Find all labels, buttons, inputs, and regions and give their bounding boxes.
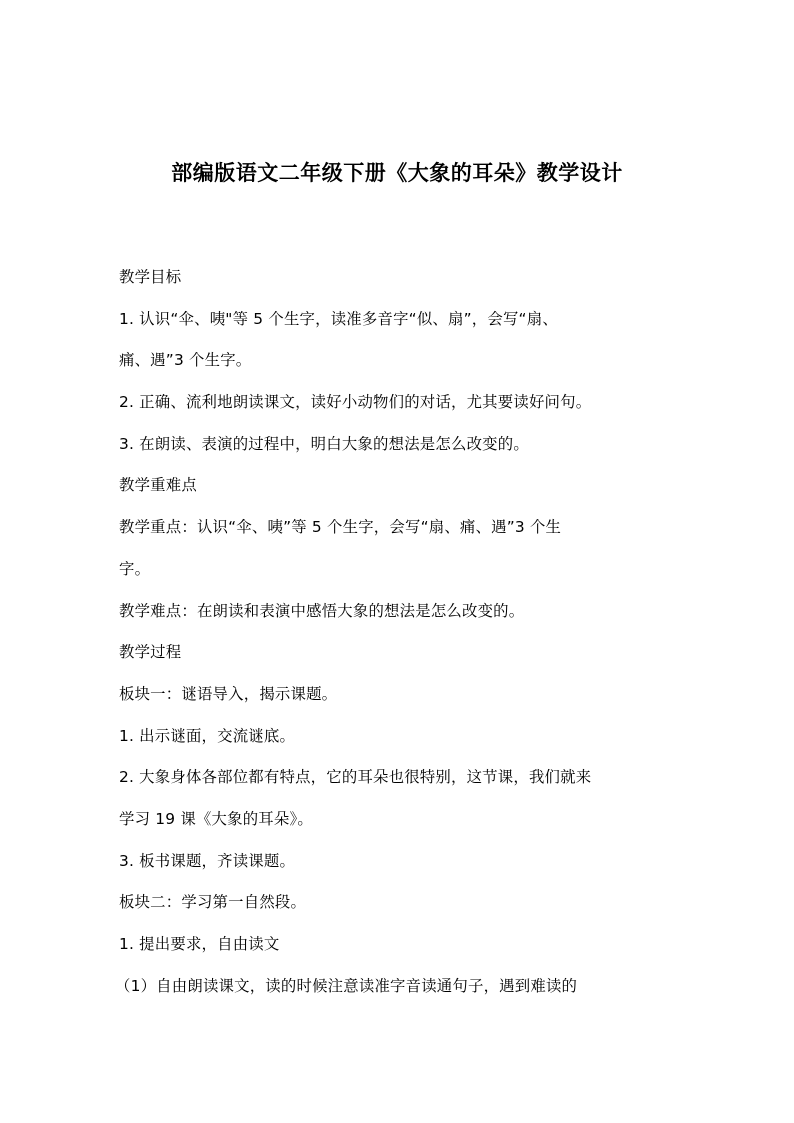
paragraph-line: 2. 正确、流利地朗读课文，读好小动物们的对话，尤其要读好问句。 (119, 393, 592, 412)
paragraph-line: 字。 (119, 559, 151, 578)
paragraph-line: 1. 提出要求，自由读文 (119, 935, 280, 953)
paragraph-line: 痛、遇”3 个生字。 (119, 351, 252, 370)
section-heading-teaching-goals: 教学目标 (119, 268, 182, 286)
section-heading-teaching-process: 教学过程 (119, 643, 182, 662)
paragraph-line: 1. 认识“伞、咦"等 5 个生字，读准多音字“似、扇”，会写“扇、 (119, 309, 558, 328)
paragraph-line: 板块一：谜语导入，揭示课题。 (119, 684, 338, 703)
document-body (115, 257, 679, 1007)
paragraph-line: 教学难点：在朗读和表演中感悟大象的想法是怎么改变的。 (119, 601, 525, 620)
section-heading-key-points: 教学重难点 (119, 476, 197, 495)
paragraph-line: 板块二：学习第一自然段。 (119, 893, 307, 912)
paragraph-line: 1. 出示谜面，交流谜底。 (119, 726, 296, 745)
paragraph-line: 2. 大象身体各部位都有特点，它的耳朵也很特别，这节课，我们就来 (119, 768, 592, 787)
paragraph-line: 学习 19 课《大象的耳朵》。 (119, 809, 313, 828)
paragraph-line: 3. 板书课题，齐读课题。 (119, 851, 296, 870)
paragraph-line: 3. 在朗读、表演的过程中，明白大象的想法是怎么改变的。 (119, 434, 529, 453)
paragraph-line: （1）自由朗读课文，读的时候注意读准字音读通句子，遇到难读的 (115, 976, 578, 995)
document-title: 部编版语文二年级下册《大象的耳朵》教学设计 (171, 161, 623, 185)
paragraph-line: 教学重点：认识“伞、咦”等 5 个生字，会写“扇、痛、遇”3 个生 (119, 518, 562, 537)
